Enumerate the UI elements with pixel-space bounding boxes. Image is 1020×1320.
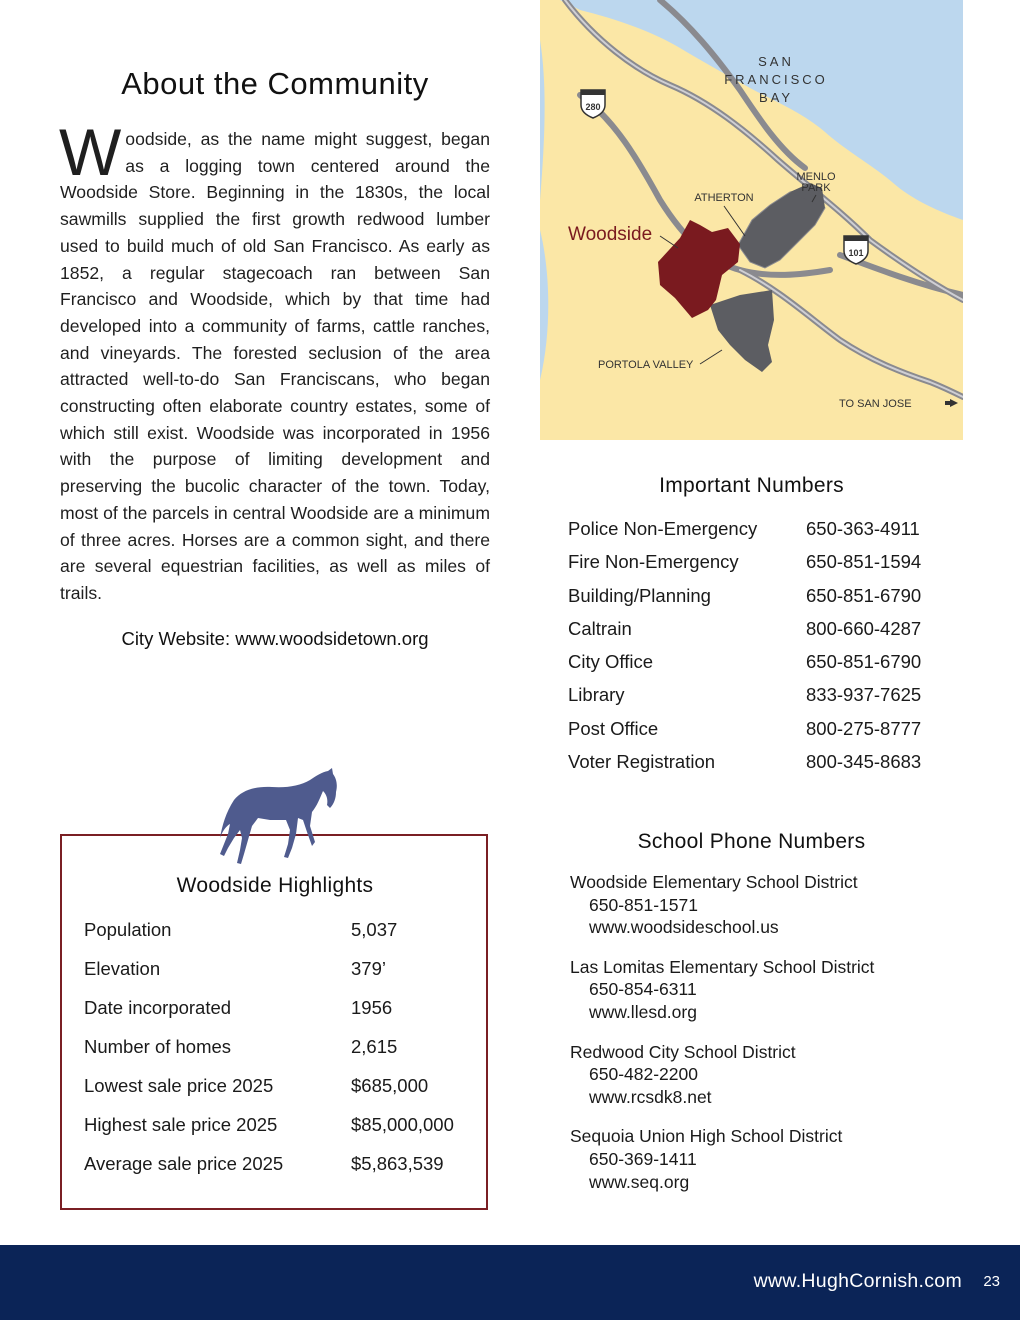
stat-value: 379’: [351, 958, 386, 979]
list-item: [568, 681, 968, 714]
stat-label: Lowest sale price 2025: [84, 1075, 274, 1096]
phone-number[interactable]: 800-345-8683: [806, 751, 922, 773]
phone-number[interactable]: 650-851-6790: [806, 651, 922, 673]
area-map: [540, 0, 963, 440]
phone-number[interactable]: 650-851-6790: [806, 584, 922, 606]
list-item: [84, 992, 484, 1031]
school-name: Woodside Elementary School District: [570, 872, 858, 892]
contact-label: Police Non-Emergency: [568, 518, 758, 539]
svg-text:280: 280: [585, 102, 601, 112]
list-item: [84, 914, 484, 953]
svg-text:SAN: SAN: [758, 54, 794, 69]
stat-label: Date incorporated: [84, 997, 232, 1018]
stat-value: 1956: [351, 997, 393, 1018]
school-numbers-title: School Phone Numbers: [637, 830, 866, 853]
highlights-title: Woodside Highlights: [176, 874, 374, 897]
footer-website-link[interactable]: www.HughCornish.com: [753, 1270, 962, 1292]
list-item: [84, 953, 484, 992]
list-item: [568, 615, 968, 648]
school-url[interactable]: www.llesd.org: [589, 1001, 697, 1022]
important-numbers-title: Important Numbers: [659, 474, 844, 497]
city-website[interactable]: City Website: www.woodsidetown.org: [121, 628, 429, 649]
phone-number[interactable]: 800-660-4287: [806, 617, 922, 639]
shield-280-icon: [581, 90, 605, 118]
contact-label: City Office: [568, 651, 653, 673]
list-item: [568, 715, 968, 748]
contact-label: Library: [568, 684, 625, 706]
stat-value: 2,615: [351, 1036, 398, 1057]
school-list: [570, 871, 970, 1210]
stat-label: Average sale price 2025: [84, 1153, 284, 1174]
svg-text:Woodside: Woodside: [568, 224, 653, 245]
contact-label: Voter Registration: [568, 751, 716, 773]
stat-value: 5,037: [351, 919, 398, 940]
school-name: Redwood City School District: [570, 1041, 796, 1062]
about-body: [59, 115, 490, 607]
list-item: [568, 648, 968, 681]
list-item: [84, 1109, 484, 1148]
school-name: Las Lomitas Elementary School District: [570, 956, 875, 977]
list-item: [84, 1031, 484, 1070]
contact-label: Fire Non-Emergency: [568, 551, 739, 573]
stat-value: $5,863,539: [351, 1153, 444, 1174]
list-item: [568, 515, 968, 548]
stat-label: Number of homes: [84, 1036, 232, 1057]
phone-number[interactable]: 650-851-1594: [806, 551, 922, 573]
list-item: [84, 1148, 484, 1187]
school-item: [570, 871, 970, 939]
list-item: [568, 582, 968, 615]
svg-text:PARK: PARK: [801, 182, 831, 194]
stat-value: $685,000: [351, 1075, 429, 1096]
stat-label: Population: [84, 919, 172, 940]
important-numbers-list: [568, 515, 968, 781]
stat-label: Elevation: [84, 958, 161, 979]
school-phone[interactable]: 650-369-1411: [589, 1148, 697, 1169]
page-number: 23: [983, 1273, 1000, 1290]
school-item: [570, 1125, 970, 1193]
drop-cap: W: [59, 115, 122, 189]
stat-value: $85,000,000: [351, 1114, 454, 1135]
school-item: [570, 1041, 970, 1109]
phone-number[interactable]: 800-275-8777: [806, 717, 922, 739]
about-title: About the Community: [121, 66, 429, 101]
stat-label: Highest sale price 2025: [84, 1114, 278, 1135]
svg-text:MENLO: MENLO: [796, 171, 836, 183]
school-item: [570, 956, 970, 1024]
school-url[interactable]: www.woodsideschool.us: [589, 917, 779, 938]
highlights-list: [84, 914, 484, 1187]
school-name: Sequoia Union High School District: [570, 1126, 843, 1147]
about-text: oodside, as the name might suggest, began as a logging town centered around the Woodside Store. Beginning in the 1830s, the local sawmills supplied the first growth redwood lumber used to build much of old San Francisco. As early as 1852, a regular stagecoach ran between San Francisco and Woodside, which by that time had developed into a community of farms, cattle ranches, and vineyards. The forested seclusion of the area attracted well-to-do San Franciscans, who began constructing often elaborate country estates, some of which still exist. Woodside was incorporated in 1956 with the purpose of limiting development and preserving the bucolic character of the town. Today, most of the parcels in central Woodside are a minimum of three acres. Horses are a common sight, and there are several equestrian facilities, as well as miles of trails.: [60, 129, 490, 603]
svg-text:PORTOLA VALLEY: PORTOLA VALLEY: [598, 359, 694, 371]
list-item: [568, 748, 968, 781]
svg-text:ATHERTON: ATHERTON: [694, 192, 754, 204]
footer-bar: [0, 1245, 1020, 1320]
svg-text:TO SAN JOSE: TO SAN JOSE: [839, 398, 912, 410]
list-item: [568, 548, 968, 581]
school-url[interactable]: www.rcsdk8.net: [589, 1086, 712, 1107]
contact-label: Building/Planning: [568, 584, 711, 606]
phone-number[interactable]: 650-363-4911: [806, 518, 920, 539]
school-phone[interactable]: 650-851-1571: [589, 894, 698, 915]
svg-text:FRANCISCO: FRANCISCO: [724, 72, 828, 87]
school-url[interactable]: www.seq.org: [589, 1171, 690, 1192]
contact-label: Caltrain: [568, 617, 632, 639]
horse-icon: [212, 768, 340, 866]
contact-label: Post Office: [568, 717, 659, 739]
map-svg: [540, 0, 963, 440]
shield-101-icon: [844, 236, 868, 264]
school-phone[interactable]: 650-482-2200: [589, 1064, 698, 1085]
svg-text:BAY: BAY: [758, 90, 794, 105]
svg-text:101: 101: [848, 248, 864, 258]
school-phone[interactable]: 650-854-6311: [589, 979, 697, 1000]
list-item: [84, 1070, 484, 1109]
phone-number[interactable]: 833-937-7625: [806, 684, 922, 706]
